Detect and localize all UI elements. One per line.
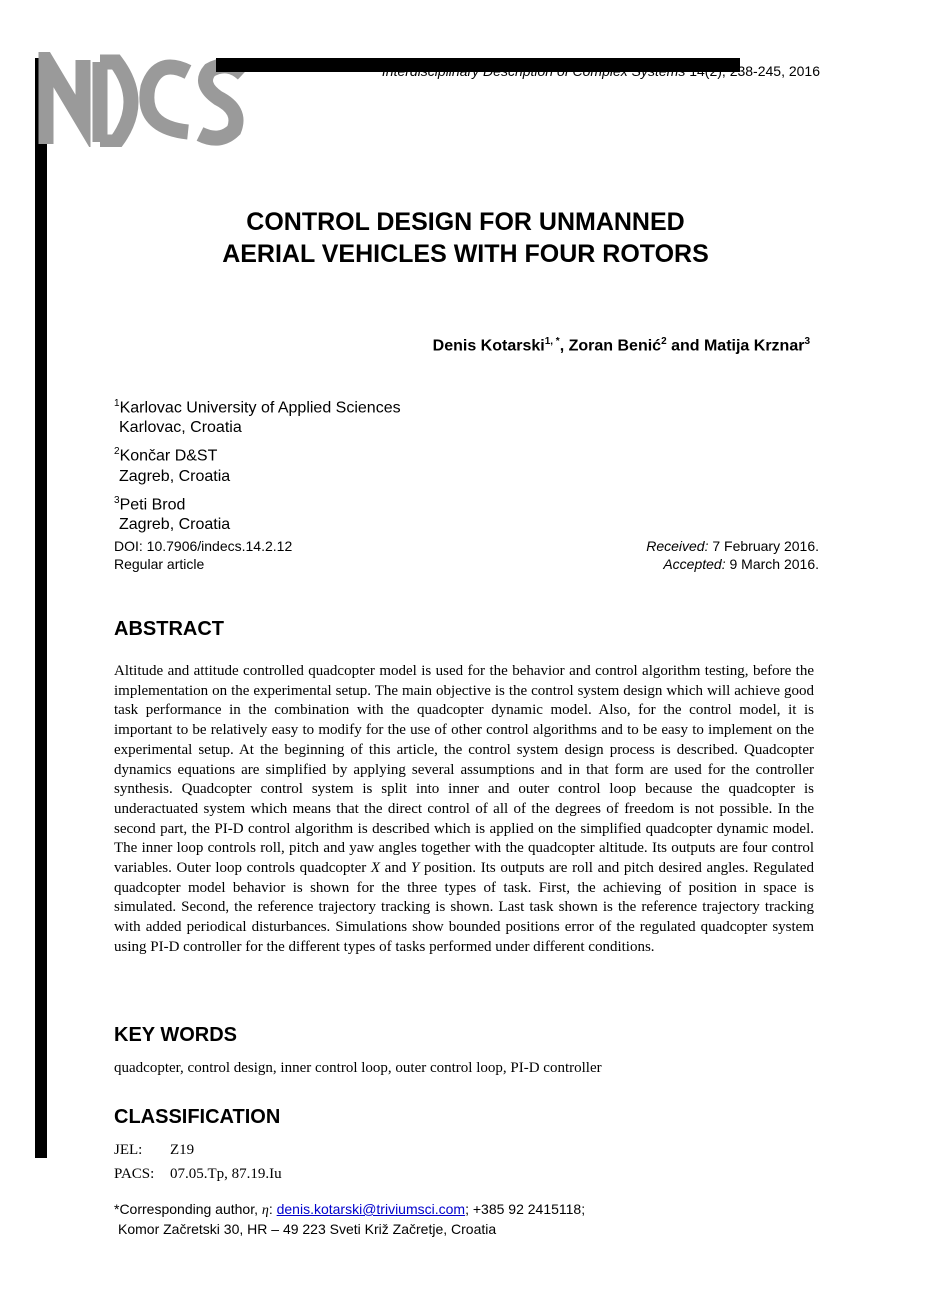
- received-label: Received:: [646, 538, 709, 554]
- footnote-prefix: *Corresponding author,: [114, 1201, 262, 1217]
- abstract-text: [114, 662, 814, 958]
- article-meta: [114, 537, 819, 573]
- author-name: Zoran Benić: [568, 337, 662, 355]
- author-separator: and: [666, 337, 704, 355]
- email-link[interactable]: denis.kotarski@triviumsci.com: [276, 1201, 466, 1217]
- author-name: Matija Krznar: [703, 337, 805, 355]
- abstract-var-x: X: [370, 860, 381, 877]
- received-date: [646, 537, 819, 555]
- affiliation-num: 3: [114, 494, 120, 506]
- author-sup: 1, *: [544, 336, 560, 347]
- corresponding-footnote: [114, 1200, 585, 1239]
- author-list: [114, 336, 810, 355]
- pacs-value: 07.05.Tp, 87.19.Iu: [170, 1166, 282, 1182]
- affiliation-city: Zagreb, Croatia: [119, 515, 231, 533]
- received-value: 7 February 2016.: [712, 538, 819, 554]
- paper-title: [114, 206, 817, 270]
- affiliation-city: Zagreb, Croatia: [119, 467, 231, 485]
- abstract-part-1: Altitude and attitude controlled quadcopter model is used for the behavior and control algorithm testing, before the implementation on the experimental setup. The main objective is the control system design which will achieve good task performance in the combination with the quadcopter dynamic model. Also, for the control model, it is important to be relatively easy to modify for the use of other control algorithms and to be easy to implement on the experimental setup. At the beginning of this article, the control system design process is described. Quadcopter dynamics equations are simplified by applying several assumptions and in that form are used for the controller synthesis. Quadcopter control system is split into inner and outer control loop because the quadcopter is underactuated system which means that the direct control of all of the degrees of freedom is not possible. In the second part, the PI-D control algorithm is described which is applied on the simplified quadcopter dynamic model. The inner loop controls roll, pitch and yaw angles together with the quadcopter altitude. Its outputs are four control variables. Outer loop controls quadcopter: [114, 663, 814, 877]
- journal-name: Interdisciplinary Description of Complex Systems: [381, 63, 686, 79]
- pacs-label: PACS:: [114, 1166, 155, 1182]
- author-sup: 3: [804, 336, 810, 347]
- abstract-and: and: [380, 860, 411, 877]
- affiliation-num: 1: [114, 398, 120, 409]
- author-name: Denis Kotarski: [432, 337, 545, 355]
- affiliation-org-text: Končar D&ST: [119, 447, 218, 465]
- affiliation-org-text: Peti Brod: [119, 495, 186, 513]
- affiliation-org-text: Karlovac University of Applied Sciences: [119, 399, 401, 417]
- jel-row: [114, 1138, 282, 1162]
- volume-pages: 14(2), 238-245, 2016: [689, 63, 820, 79]
- abstract-heading: ABSTRACT: [114, 618, 224, 640]
- footnote-colon: :: [268, 1201, 277, 1217]
- affiliation-org: [114, 442, 401, 466]
- article-type: Regular article: [114, 556, 205, 572]
- affiliation-city: Karlovac, Croatia: [119, 419, 242, 437]
- pacs-row: [114, 1162, 282, 1186]
- jel-value: Z19: [170, 1142, 195, 1158]
- doi[interactable]: DOI: 10.7906/indecs.14.2.12: [114, 538, 293, 554]
- affiliation-org: [114, 491, 401, 515]
- left-margin-bar: [35, 58, 47, 1158]
- eta-symbol: η: [261, 1203, 269, 1218]
- keywords-heading: KEY WORDS: [114, 1024, 237, 1046]
- accepted-date: [663, 555, 819, 573]
- footnote-address: Komor Začretski 30, HR – 49 223 Sveti Križ Začretje, Croatia: [118, 1221, 497, 1237]
- classification-codes: [114, 1138, 282, 1186]
- keywords-text: quadcopter, control design, inner control loop, outer control loop, PI-D controller: [114, 1060, 602, 1076]
- affiliation-org: [114, 394, 401, 418]
- accepted-label: Accepted:: [663, 556, 726, 572]
- author-separator: ,: [559, 337, 569, 355]
- title-line-1: CONTROL DESIGN FOR UNMANNED: [246, 208, 685, 236]
- abstract-part-2: position. Its outputs are roll and pitch desired angles. Regulated quadcopter model behavior is shown for the three types of task. First, the achieving of position in space is simulated. Second, the reference trajectory tracking is shown. Last task shown is the reference trajectory tracking with added periodical disturbances. Simulations show bounded positions error of the regulated quadcopter system using PI-D controller for the different types of tasks performed under different conditions.: [114, 860, 814, 955]
- accepted-value: 9 March 2016.: [729, 556, 819, 572]
- affiliation-num: 2: [114, 446, 120, 458]
- title-line-2: AERIAL VEHICLES WITH FOUR ROTORS: [222, 240, 709, 268]
- classification-heading: CLASSIFICATION: [114, 1106, 281, 1128]
- jel-label: JEL:: [114, 1142, 143, 1158]
- author-sup: 2: [661, 336, 667, 347]
- footnote-phone: ; +385 92 2415118;: [465, 1201, 586, 1217]
- abstract-var-y: Y: [410, 860, 420, 877]
- running-header: [280, 63, 820, 79]
- affiliations: [114, 394, 401, 535]
